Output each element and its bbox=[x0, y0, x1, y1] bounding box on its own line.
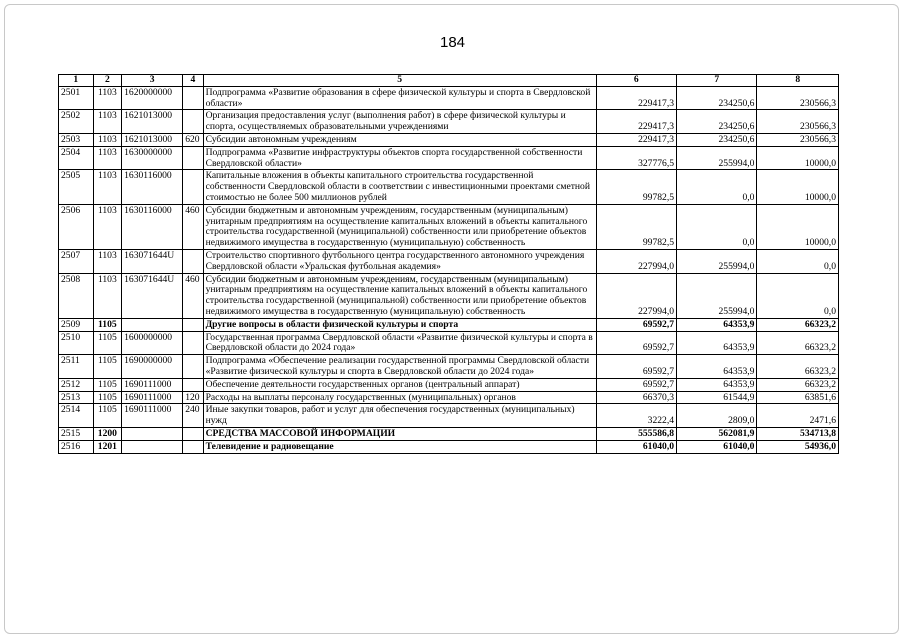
amount-col8-cell: 66323,2 bbox=[757, 378, 839, 391]
expense-type-cell: 460 bbox=[183, 204, 203, 249]
table-row bbox=[59, 170, 839, 204]
item-name-cell: Обеспечение деятельности государственных органов (центральный аппарат) bbox=[203, 378, 596, 391]
table-header-row bbox=[59, 75, 839, 87]
table-row bbox=[59, 204, 839, 249]
amount-col6-cell: 69592,7 bbox=[596, 331, 676, 355]
row-number-cell: 2513 bbox=[59, 391, 94, 404]
amount-col8-cell: 66323,2 bbox=[757, 355, 839, 379]
target-article-cell bbox=[122, 318, 183, 331]
section-code-cell: 1103 bbox=[93, 86, 122, 110]
amount-col8-cell: 66323,2 bbox=[757, 318, 839, 331]
row-number-cell: 2506 bbox=[59, 204, 94, 249]
amount-col6-cell: 61040,0 bbox=[596, 440, 676, 453]
amount-col6-cell: 327776,5 bbox=[596, 146, 676, 170]
target-article-cell: 1690111000 bbox=[122, 378, 183, 391]
header-col-2: 2 bbox=[93, 75, 122, 87]
amount-col6-cell: 3222,4 bbox=[596, 404, 676, 428]
expense-type-cell bbox=[183, 355, 203, 379]
amount-col8-cell: 2471,6 bbox=[757, 404, 839, 428]
item-name-cell: Государственная программа Свердловской области «Развитие физической культуры и спорта в Свердловской области до 2024 года» bbox=[203, 331, 596, 355]
row-number-cell: 2508 bbox=[59, 273, 94, 318]
expense-type-cell bbox=[183, 110, 203, 134]
item-name-cell: Другие вопросы в области физической культуры и спорта bbox=[203, 318, 596, 331]
amount-col6-cell: 66370,3 bbox=[596, 391, 676, 404]
header-col-3: 3 bbox=[122, 75, 183, 87]
row-number-cell: 2511 bbox=[59, 355, 94, 379]
section-code-cell: 1103 bbox=[93, 249, 122, 273]
table-row bbox=[59, 133, 839, 146]
header-col-5: 5 bbox=[203, 75, 596, 87]
header-col-6: 6 bbox=[596, 75, 676, 87]
table-row bbox=[59, 331, 839, 355]
section-code-cell: 1105 bbox=[93, 391, 122, 404]
amount-col7-cell: 234250,6 bbox=[677, 86, 757, 110]
expense-type-cell bbox=[183, 146, 203, 170]
expense-type-cell bbox=[183, 249, 203, 273]
table-row bbox=[59, 249, 839, 273]
item-name-cell: Подпрограмма «Обеспечение реализации государственной программы Свердловской области «Развитие физической культуры и спорта в Свердловской области до 2024 года» bbox=[203, 355, 596, 379]
amount-col7-cell: 255994,0 bbox=[677, 146, 757, 170]
amount-col7-cell: 0,0 bbox=[677, 204, 757, 249]
expense-type-cell: 240 bbox=[183, 404, 203, 428]
row-number-cell: 2515 bbox=[59, 427, 94, 440]
expense-type-cell bbox=[183, 86, 203, 110]
expense-type-cell bbox=[183, 378, 203, 391]
amount-col8-cell: 230566,3 bbox=[757, 86, 839, 110]
amount-col6-cell: 99782,5 bbox=[596, 170, 676, 204]
section-code-cell: 1105 bbox=[93, 378, 122, 391]
table-row bbox=[59, 86, 839, 110]
amount-col7-cell: 234250,6 bbox=[677, 110, 757, 134]
table-body bbox=[59, 86, 839, 453]
table-row bbox=[59, 318, 839, 331]
table-row bbox=[59, 391, 839, 404]
header-col-7: 7 bbox=[677, 75, 757, 87]
header-col-4: 4 bbox=[183, 75, 203, 87]
row-number-cell: 2507 bbox=[59, 249, 94, 273]
header-col-1: 1 bbox=[59, 75, 94, 87]
amount-col8-cell: 534713,8 bbox=[757, 427, 839, 440]
section-code-cell: 1105 bbox=[93, 318, 122, 331]
amount-col7-cell: 64353,9 bbox=[677, 331, 757, 355]
expense-type-cell bbox=[183, 331, 203, 355]
amount-col6-cell: 229417,3 bbox=[596, 110, 676, 134]
amount-col7-cell: 64353,9 bbox=[677, 355, 757, 379]
section-code-cell: 1201 bbox=[93, 440, 122, 453]
item-name-cell: Расходы на выплаты персоналу государственных (муниципальных) органов bbox=[203, 391, 596, 404]
table-row bbox=[59, 378, 839, 391]
amount-col6-cell: 229417,3 bbox=[596, 133, 676, 146]
amount-col8-cell: 10000,0 bbox=[757, 146, 839, 170]
amount-col8-cell: 0,0 bbox=[757, 249, 839, 273]
amount-col7-cell: 61544,9 bbox=[677, 391, 757, 404]
table-row bbox=[59, 427, 839, 440]
amount-col7-cell: 255994,0 bbox=[677, 273, 757, 318]
section-code-cell: 1103 bbox=[93, 204, 122, 249]
item-name-cell: Иные закупки товаров, работ и услуг для обеспечения государственных (муниципальных) нужд bbox=[203, 404, 596, 428]
table-row bbox=[59, 404, 839, 428]
amount-col7-cell: 234250,6 bbox=[677, 133, 757, 146]
item-name-cell: Телевидение и радиовещание bbox=[203, 440, 596, 453]
amount-col6-cell: 69592,7 bbox=[596, 355, 676, 379]
item-name-cell: Организация предоставления услуг (выполнения работ) в сфере физической культуры и спорта, осуществляемых образовательными учреждениями bbox=[203, 110, 596, 134]
row-number-cell: 2512 bbox=[59, 378, 94, 391]
row-number-cell: 2516 bbox=[59, 440, 94, 453]
amount-col8-cell: 10000,0 bbox=[757, 204, 839, 249]
item-name-cell: Субсидии бюджетным и автономным учреждениям, государственным (муниципальным) унитарным предприятиям на осуществление капитальных вложений в объекты капитального строительства государственной (муниципальной) собственности или приобретение объектов недвижимого имущества в государственную (муниципальную) собственность bbox=[203, 204, 596, 249]
page-number: 184 bbox=[439, 34, 466, 51]
expense-type-cell bbox=[183, 318, 203, 331]
header-col-8: 8 bbox=[757, 75, 839, 87]
target-article-cell: 1690111000 bbox=[122, 391, 183, 404]
amount-col6-cell: 69592,7 bbox=[596, 378, 676, 391]
section-code-cell: 1105 bbox=[93, 355, 122, 379]
section-code-cell: 1103 bbox=[93, 146, 122, 170]
section-code-cell: 1105 bbox=[93, 404, 122, 428]
amount-col8-cell: 66323,2 bbox=[757, 331, 839, 355]
amount-col8-cell: 10000,0 bbox=[757, 170, 839, 204]
amount-col6-cell: 229417,3 bbox=[596, 86, 676, 110]
amount-col6-cell: 69592,7 bbox=[596, 318, 676, 331]
target-article-cell: 1621013000 bbox=[122, 133, 183, 146]
amount-col8-cell: 230566,3 bbox=[757, 133, 839, 146]
row-number-cell: 2514 bbox=[59, 404, 94, 428]
item-name-cell: Капитальные вложения в объекты капитального строительства государственной собственности Свердловской области в соответствии с инвестиционными проектами сметной стоимостью не более 500 миллионов рублей bbox=[203, 170, 596, 204]
item-name-cell: Строительство спортивного футбольного центра государственного автономного учреждения Свердловской области «Уральская футбольная академия» bbox=[203, 249, 596, 273]
target-article-cell: 1630116000 bbox=[122, 170, 183, 204]
row-number-cell: 2502 bbox=[59, 110, 94, 134]
target-article-cell: 1630000000 bbox=[122, 146, 183, 170]
section-code-cell: 1200 bbox=[93, 427, 122, 440]
table-row bbox=[59, 110, 839, 134]
amount-col8-cell: 63851,6 bbox=[757, 391, 839, 404]
amount-col7-cell: 61040,0 bbox=[677, 440, 757, 453]
item-name-cell: Субсидии бюджетным и автономным учреждениям, государственным (муниципальным) унитарным предприятиям на осуществление капитальных вложений в объекты капитального строительства государственной (муниципальной) собственности или приобретение объектов недвижимого имущества в государственную (муниципальную) собственность bbox=[203, 273, 596, 318]
amount-col8-cell: 230566,3 bbox=[757, 110, 839, 134]
expense-type-cell bbox=[183, 440, 203, 453]
amount-col6-cell: 555586,8 bbox=[596, 427, 676, 440]
row-number-cell: 2501 bbox=[59, 86, 94, 110]
expense-type-cell bbox=[183, 427, 203, 440]
expense-type-cell: 620 bbox=[183, 133, 203, 146]
amount-col6-cell: 227994,0 bbox=[596, 249, 676, 273]
item-name-cell: Подпрограмма «Развитие образования в сфере физической культуры и спорта в Свердловской области» bbox=[203, 86, 596, 110]
target-article-cell bbox=[122, 427, 183, 440]
amount-col7-cell: 255994,0 bbox=[677, 249, 757, 273]
target-article-cell: 1690000000 bbox=[122, 355, 183, 379]
target-article-cell: 1600000000 bbox=[122, 331, 183, 355]
row-number-cell: 2510 bbox=[59, 331, 94, 355]
item-name-cell: Подпрограмма «Развитие инфраструктуры объектов спорта государственной собственности Свердловской области» bbox=[203, 146, 596, 170]
target-article-cell bbox=[122, 440, 183, 453]
amount-col7-cell: 64353,9 bbox=[677, 318, 757, 331]
item-name-cell: Субсидии автономным учреждениям bbox=[203, 133, 596, 146]
target-article-cell: 1620000000 bbox=[122, 86, 183, 110]
amount-col6-cell: 99782,5 bbox=[596, 204, 676, 249]
row-number-cell: 2509 bbox=[59, 318, 94, 331]
expense-type-cell: 120 bbox=[183, 391, 203, 404]
table-row bbox=[59, 355, 839, 379]
target-article-cell: 163071644U bbox=[122, 273, 183, 318]
target-article-cell: 1690111000 bbox=[122, 404, 183, 428]
section-code-cell: 1105 bbox=[93, 331, 122, 355]
expense-type-cell: 460 bbox=[183, 273, 203, 318]
target-article-cell: 1621013000 bbox=[122, 110, 183, 134]
target-article-cell: 1630116000 bbox=[122, 204, 183, 249]
amount-col7-cell: 0,0 bbox=[677, 170, 757, 204]
table-row bbox=[59, 146, 839, 170]
amount-col7-cell: 562081,9 bbox=[677, 427, 757, 440]
amount-col7-cell: 64353,9 bbox=[677, 378, 757, 391]
section-code-cell: 1103 bbox=[93, 170, 122, 204]
section-code-cell: 1103 bbox=[93, 110, 122, 134]
amount-col8-cell: 54936,0 bbox=[757, 440, 839, 453]
row-number-cell: 2505 bbox=[59, 170, 94, 204]
row-number-cell: 2504 bbox=[59, 146, 94, 170]
table-row bbox=[59, 440, 839, 453]
budget-table bbox=[58, 74, 839, 454]
amount-col7-cell: 2809,0 bbox=[677, 404, 757, 428]
amount-col6-cell: 227994,0 bbox=[596, 273, 676, 318]
table-row bbox=[59, 273, 839, 318]
section-code-cell: 1103 bbox=[93, 273, 122, 318]
expense-type-cell bbox=[183, 170, 203, 204]
target-article-cell: 163071644U bbox=[122, 249, 183, 273]
amount-col8-cell: 0,0 bbox=[757, 273, 839, 318]
item-name-cell: СРЕДСТВА МАССОВОЙ ИНФОРМАЦИИ bbox=[203, 427, 596, 440]
row-number-cell: 2503 bbox=[59, 133, 94, 146]
section-code-cell: 1103 bbox=[93, 133, 122, 146]
